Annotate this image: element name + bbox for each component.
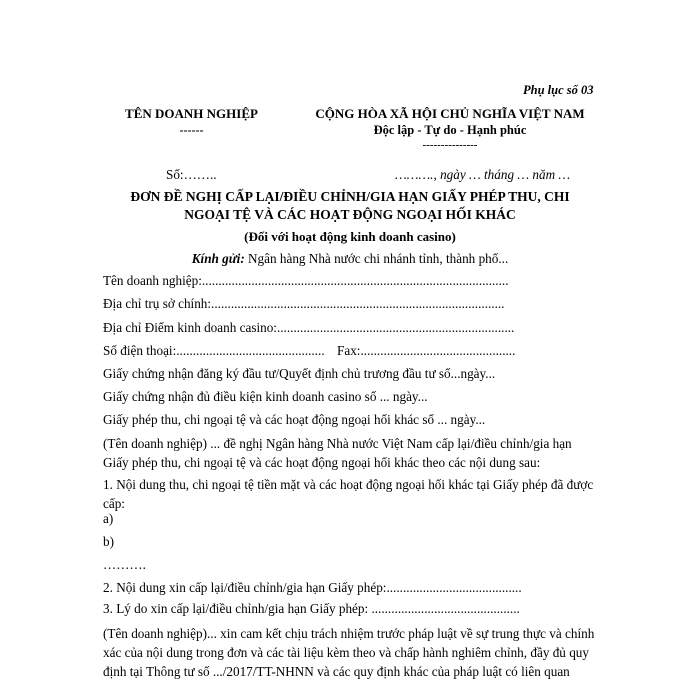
section1-item-a: a) bbox=[103, 511, 114, 526]
motto-divider: --------------- bbox=[422, 139, 478, 151]
appendix-label: Phụ lục số 03 bbox=[523, 83, 594, 97]
company-header-divider: ------ bbox=[179, 123, 204, 137]
field-company-name: Tên doanh nghiệp:............................................................................................. bbox=[103, 273, 509, 288]
field-investment-cert: Giấy chứng nhận đăng ký đầu tư/Quyết định chủ trương đầu tư số...ngày... bbox=[103, 366, 496, 381]
field-fax: Fax:............................................... bbox=[337, 343, 516, 358]
form-title-line1: ĐƠN ĐỀ NGHỊ CẤP LẠI/ĐIỀU CHỈNH/GIA HẠN GIẤY PHÉP THU, CHI bbox=[130, 189, 570, 204]
section2: 2. Nội dung xin cấp lại/điều chỉnh/gia hạn Giấy phép:......................................... bbox=[103, 580, 522, 595]
recipient-value: Ngân hàng Nhà nước chi nhánh tỉnh, thành phố... bbox=[244, 251, 509, 266]
form-title-line2: NGOẠI TỆ VÀ CÁC HOẠT ĐỘNG NGOẠI HỐI KHÁC bbox=[184, 207, 516, 222]
request-paragraph: (Tên doanh nghiệp) ... đề nghị Ngân hàng Nhà nước Việt Nam cấp lại/điều chỉnh/gia hạn Giấy phép thu, chi ngoại tệ và các hoạt động ngoại hối khác theo các nội dung sau: bbox=[103, 436, 572, 470]
recipient-line bbox=[90, 251, 610, 267]
document-date: ………., ngày … tháng … năm … bbox=[395, 167, 571, 182]
motto: Độc lập - Tự do - Hạnh phúc bbox=[373, 123, 527, 137]
field-phone: Số điện thoại:............................................. bbox=[103, 343, 325, 358]
section1-ellipsis: ………. bbox=[103, 557, 146, 572]
form-subtitle: (Đối với hoạt động kinh doanh casino) bbox=[244, 229, 456, 244]
section3: 3. Lý do xin cấp lại/điều chỉnh/gia hạn Giấy phép: ............................................. bbox=[103, 601, 520, 616]
field-head-office: Địa chỉ trụ sở chính:......................................................................................... bbox=[103, 296, 505, 311]
nation-header: CỘNG HÒA XÃ HỘI CHỦ NGHĨA VIỆT NAM bbox=[315, 106, 585, 121]
section1-heading: 1. Nội dung thu, chi ngoại tệ tiền mặt và các hoạt động ngoại hối khác tại Giấy phép đã được cấp: bbox=[103, 477, 594, 511]
document-number: Số:…….. bbox=[166, 167, 217, 182]
commitment-paragraph: (Tên doanh nghiệp)... xin cam kết chịu trách nhiệm trước pháp luật về sự trung thực và chính xác của nội dung trong đơn và các tài liệu kèm theo và chấp hành nghiêm chỉnh, đầy đủ quy định tại Thông tư số .../2017/TT-NHNN và các quy định khác của pháp luật có liên quan bbox=[103, 626, 595, 679]
section1-item-b: b) bbox=[103, 534, 114, 549]
field-eligibility-cert: Giấy chứng nhận đủ điều kiện kinh doanh casino số ... ngày... bbox=[103, 389, 428, 404]
field-casino-address: Địa chỉ Điểm kinh doanh casino:........................................................................ bbox=[103, 320, 515, 335]
company-header: TÊN DOANH NGHIỆP bbox=[125, 106, 258, 121]
recipient-label: Kính gửi: bbox=[191, 251, 245, 266]
field-license: Giấy phép thu, chi ngoại tệ và các hoạt động ngoại hối khác số ... ngày... bbox=[103, 412, 486, 427]
